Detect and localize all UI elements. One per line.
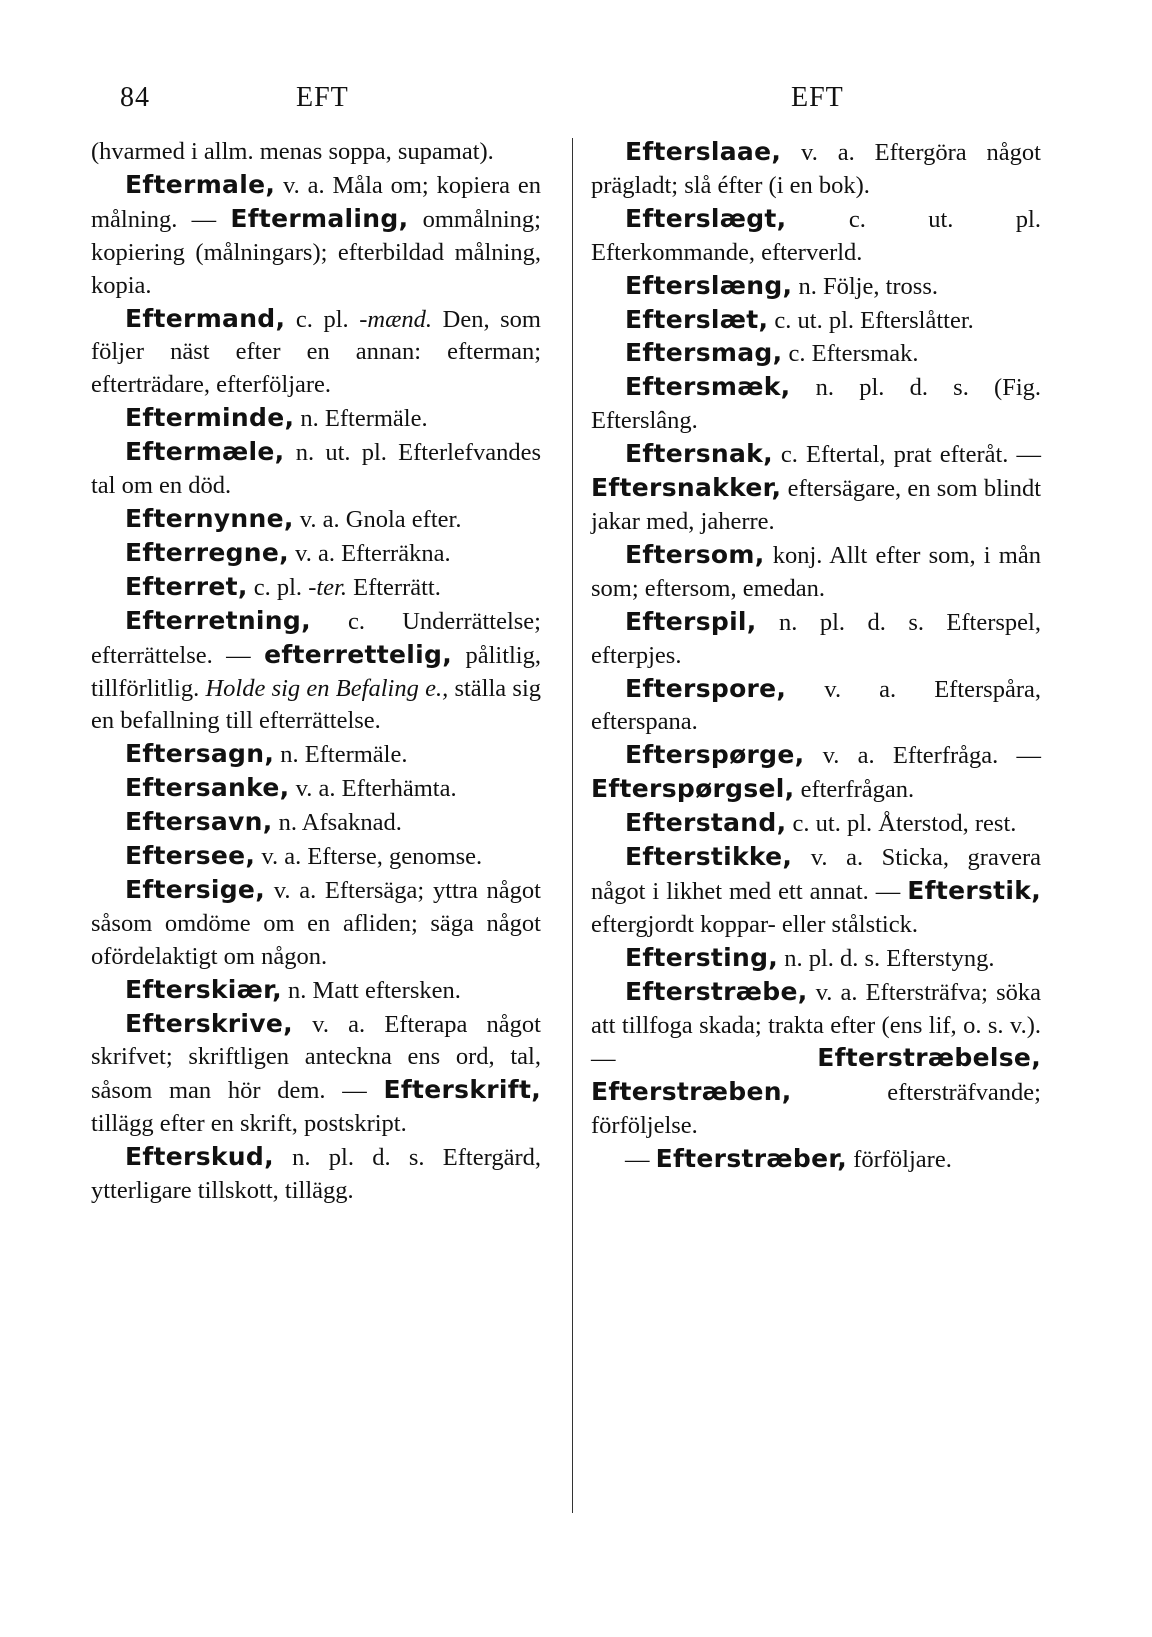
definition-text: v. a. Efterapa något skrifvet; skriftligen anteckna ens ord, tal, såsom man hör dem. — xyxy=(91,1010,541,1105)
definition-text: v. a. Sticka, gravera något i likhet med ett annat. — xyxy=(591,844,1041,905)
definition-text: v. a. Eftersäga; yttra något såsom omdöme om en afliden; säga något ofördelaktigt om någon. xyxy=(91,876,541,970)
dictionary-entry xyxy=(91,169,541,303)
right-guide-word: EFT xyxy=(791,82,844,113)
dictionary-entry xyxy=(91,571,541,605)
headword: Efterstræben, xyxy=(591,1077,792,1107)
definition-text: v. a. Efterräkna. xyxy=(288,539,451,567)
headword: Efterstræbelse, xyxy=(817,1043,1041,1073)
headword: Efterspørgsel, xyxy=(591,774,795,804)
dictionary-entry xyxy=(91,1141,541,1208)
definition-text: ommålning; kopiering (målningars); efterbildad målning, kopia. xyxy=(91,205,541,299)
dictionary-entry xyxy=(591,371,1041,438)
definition-text: konj. Allt efter som, i mån som; eftersom, emedan. xyxy=(591,541,1041,602)
definition-text: c. pl. xyxy=(247,573,309,601)
dictionary-entry xyxy=(91,436,541,503)
headword: Efterstikke, xyxy=(625,842,793,872)
definition-text: v. a. Gnola efter. xyxy=(293,505,462,533)
dictionary-entry xyxy=(91,974,541,1008)
dictionary-entry xyxy=(591,539,1041,606)
headword: Efterspørge, xyxy=(625,740,805,770)
headword: Efterstand, xyxy=(625,808,787,838)
dictionary-entry xyxy=(591,304,1041,338)
headword: Eftermand, xyxy=(125,303,286,333)
definition-text: Den, som följer näst efter en annan: efterman; efterträdare, efterföljare. xyxy=(91,305,541,399)
dictionary-entry xyxy=(591,606,1041,673)
left-guide-word: EFT xyxy=(296,82,349,113)
definition-text: v. a. Efterfråga. — xyxy=(804,742,1041,770)
right-column xyxy=(591,136,1041,1177)
definition-text: n. Eftermäle. xyxy=(274,741,408,769)
headword: Eftersagn, xyxy=(125,739,275,769)
definition-text: eftersägare, en som blindt jakar med, jaherre. xyxy=(591,475,1041,535)
dictionary-entry xyxy=(591,673,1041,740)
definition-text: n. ut. pl. Efterlefvandes tal om en död. xyxy=(91,439,541,500)
dictionary-entry xyxy=(591,270,1041,304)
dictionary-entry xyxy=(91,772,541,806)
definition-text: n. pl. d. s. Efterspel, efterpjes. xyxy=(591,608,1041,669)
italic-text: Holde sig en Befaling e., xyxy=(205,674,449,702)
definition-text: eftergjordt koppar- eller stålstick. xyxy=(591,910,918,938)
headword: Eftersanke, xyxy=(125,773,290,803)
definition-text: eftersträfvande; förföljelse. xyxy=(591,1079,1041,1140)
headword: Efterstik, xyxy=(907,875,1041,905)
headword: Efterregne, xyxy=(125,537,289,567)
definition-text: n. Matt eftersken. xyxy=(281,976,461,1004)
dictionary-entry xyxy=(591,942,1041,976)
definition-text: n. Afsaknad. xyxy=(272,809,402,837)
dictionary-entry xyxy=(91,303,541,403)
headword: Efterspore, xyxy=(625,673,787,703)
headword: Efterskrive, xyxy=(125,1008,293,1038)
dictionary-entry xyxy=(91,738,541,772)
headword: Eftersnak, xyxy=(625,439,773,469)
definition-text: v. a. Eftergöra något prägladt; slå éfter (i en bok). xyxy=(591,139,1041,199)
dictionary-entry xyxy=(591,976,1041,1144)
headword: Efterstræber, xyxy=(655,1144,848,1174)
headword: efterrettelig, xyxy=(264,639,453,669)
page-number: 84 xyxy=(120,82,150,113)
dictionary-entry xyxy=(91,402,541,436)
column-divider xyxy=(572,138,573,1513)
definition-text: n. pl. d. s. Eftergärd, ytterligare tillskott, tillägg. xyxy=(91,1144,541,1205)
headword: Efterslæng, xyxy=(625,270,793,300)
headword: Efterspil, xyxy=(625,606,757,636)
dictionary-entry xyxy=(591,1143,1041,1177)
definition-text: ställa sig en befallning till efterrättelse. xyxy=(91,674,541,735)
headword: Eftermæle, xyxy=(125,437,285,467)
dictionary-entry xyxy=(91,537,541,571)
italic-text: -mænd. xyxy=(359,305,433,333)
definition-text: v. a. Efterhämta. xyxy=(289,775,457,803)
definition-text: c. Eftersmak. xyxy=(782,340,919,368)
definition-text: Efterrätt. xyxy=(346,573,441,601)
headword: Eftersom, xyxy=(625,539,765,569)
headword: Eftersige, xyxy=(125,874,265,904)
left-column xyxy=(91,136,541,1208)
headword: Eftersavn, xyxy=(125,807,273,837)
definition-text: v. a. Efterse, genomse. xyxy=(255,843,483,871)
dictionary-entry xyxy=(591,136,1041,203)
definition-text: tillägg efter en skrift, postskript. xyxy=(91,1110,407,1138)
headword: Eftersee, xyxy=(125,841,256,871)
definition-text: — xyxy=(625,1146,656,1174)
headword: Eftersting, xyxy=(625,942,779,972)
definition-text: c. pl. xyxy=(285,305,360,333)
dictionary-entry xyxy=(91,840,541,874)
headword: Efterskiær, xyxy=(125,974,282,1004)
headword: Efterretning, xyxy=(125,605,311,635)
definition-text: n. pl. d. s. (Fig. Efterslâng. xyxy=(591,374,1041,435)
headword: Efterret, xyxy=(125,571,248,601)
dictionary-entry xyxy=(91,136,541,169)
headword: Efterslæt, xyxy=(625,304,769,334)
dictionary-entry xyxy=(91,806,541,840)
headword: Efterskrift, xyxy=(383,1075,541,1105)
headword: Efterslaae, xyxy=(625,137,782,166)
dictionary-entry xyxy=(591,337,1041,371)
dictionary-entry xyxy=(91,1008,541,1142)
italic-text: -ter. xyxy=(308,573,347,601)
dictionary-entry xyxy=(91,503,541,537)
definition-text: c. ut. pl. Efterslåtter. xyxy=(768,306,974,334)
headword: Efterslægt, xyxy=(625,203,787,233)
definition-text: förföljare. xyxy=(847,1146,952,1174)
definition-text: c. Eftertal, prat efteråt. — xyxy=(772,441,1041,469)
dictionary-entry xyxy=(591,739,1041,807)
definition-text: v. a. Eftersträfva; söka att tillfoga skada; trakta efter (ens lif, o. s. v.). — xyxy=(591,978,1041,1073)
definition-text: c. ut. pl. Återstod, rest. xyxy=(786,810,1017,838)
headword: Eftermaling, xyxy=(230,203,409,233)
headword: Efterminde, xyxy=(125,403,295,433)
dictionary-entry xyxy=(91,874,541,974)
headword: Eftersnakker, xyxy=(591,473,782,503)
definition-text: v. a. Måla om; kopiera en målning. — xyxy=(91,171,541,233)
dictionary-entry xyxy=(91,605,541,739)
headword: Efterskud, xyxy=(125,1142,274,1172)
headword: Eftersmag, xyxy=(625,338,783,368)
definition-text: n. Eftermäle. xyxy=(294,405,428,433)
headword: Eftersmæk, xyxy=(625,372,791,402)
headword: Efternynne, xyxy=(125,503,294,533)
dictionary-entry xyxy=(591,203,1041,270)
definition-text: pålitlig, tillförlitlig. xyxy=(91,641,541,702)
definition-text: efterfrågan. xyxy=(794,776,915,804)
definition-text: c. ut. pl. Efterkommande, efterverld. xyxy=(591,205,1041,266)
definition-text: v. a. Efterspåra, efterspana. xyxy=(591,675,1041,736)
definition-text: n. pl. d. s. Efterstyng. xyxy=(778,944,995,972)
definition-text: c. Underrättelse; efterrättelse. — xyxy=(91,607,541,669)
dictionary-entry xyxy=(591,841,1041,942)
definition-text: n. Följe, tross. xyxy=(792,272,938,300)
headword: Eftermale, xyxy=(125,169,276,199)
dictionary-entry xyxy=(591,807,1041,841)
definition-text: (hvarmed i allm. menas soppa, supamat). xyxy=(91,138,494,165)
dictionary-entry xyxy=(591,438,1041,539)
headword: Efterstræbe, xyxy=(625,976,808,1006)
